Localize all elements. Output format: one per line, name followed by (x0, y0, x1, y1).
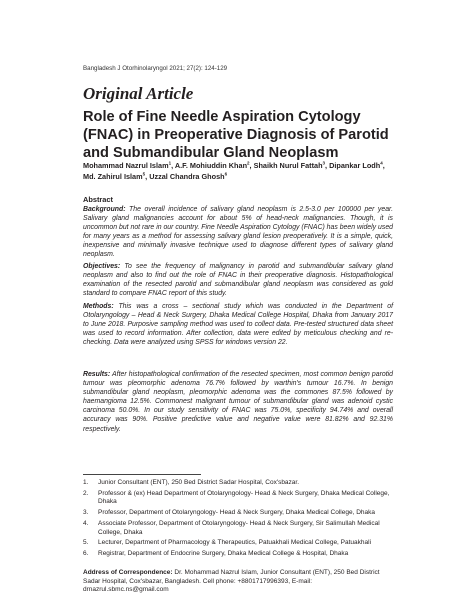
article-title: Role of Fine Needle Aspiration Cytology (FNAC) in Preoperative Diagnosis of Parotid and Submandibular Gland Neoplasm (83, 109, 389, 161)
abstract-background: Background: The overall incidence of salivary gland neoplasm is 2.5-3.0 per 100000 per year. Salivary gland malignancies account for about 5% of head-neck malignancies. Though, it is uncommon but not rare in our country. Fine Needle Aspiration Cytology (FNAC) has been widely used for many years as a method for assessing salivary gland lesion preoperatively. It is a simple, quick, inexpensive and minimally invasive technique used to diagnose different types of salivary gland neoplasm. (83, 206, 393, 259)
author[interactable]: Shaikh Nurul Fattah$^3$ (253, 160, 326, 170)
affiliation-item: 3. Professor, Department of Otolaryngology- Head & Neck Surgery, Dhaka Medical College, Dhaka (83, 509, 375, 517)
author-list: Mohammad Nazrul Islam$^1$, A.F. Mohiuddin Khan$^2$, Shaikh Nurul Fattah$^3$, Dipankar Lodh$^4$, Md. Zahirul Islam$^5$, Uzzal Chandra Ghosh$^6$ (83, 160, 385, 181)
author[interactable]: Md. Zahirul Islam$^5$ (83, 171, 146, 181)
affiliation-item: 4. Associate Professor, Department of Otolaryngology- Head & Neck Surgery, Sir Salimullah Medical College, Dhaka (83, 519, 380, 536)
author[interactable]: A.F. Mohiuddin Khan$^2$ (174, 160, 250, 170)
affiliation-item: 2. Professor & (ex) Head Department of Otolaryngology- Head & Neck Surgery, Dhaka Medical College, Dhaka (83, 489, 390, 506)
affiliation-item: 5. Lecturer, Department of Pharmacology & Therapeutics, Patuakhali Medical College, Patuakhali (83, 539, 372, 547)
author[interactable]: Uzzal Chandra Ghosh$^6$ (149, 171, 228, 181)
journal-reference: Bangladesh J Otorhinolaryngol 2021; 27(2): 124-129 (83, 65, 228, 72)
abstract-heading: Abstract (83, 195, 113, 204)
affiliation-item: 6. Registrar, Department of Endocrine Surgery, Dhaka Medical College & Hospital, Dhaka (83, 549, 349, 557)
footnote-divider (83, 474, 201, 475)
abstract-objectives: Objectives: To see the frequency of malignancy in parotid and submandibular salivary gland neoplasm and also to find out the role of FNAC in their preoperative diagnosis. Histopathological examination of the resected parotid and submandibular gland neoplasm was considered as gold standard to compare FNAC report of this study. (83, 263, 393, 298)
author[interactable]: Dipankar Lodh$^4$ (329, 160, 383, 170)
author[interactable]: Mohammad Nazrul Islam$^1$ (83, 160, 172, 170)
correspondence-address: Address of Correspondence: Dr. Mohammad Nazrul Islam, Junior Consultant (ENT), 250 Bed District Sadar Hospital, Cox'sbazar, Bangladesh. Cell phone: +8801717996393, E-mail: drnazrul.sbmc.ns@gmail.com (83, 569, 380, 594)
affiliation-item: 1. Junior Consultant (ENT), 250 Bed District Sadar Hospital, Cox'sbazar. (83, 479, 300, 486)
abstract-methods: Methods: This was a cross – sectional study which was conducted in the Department of Otolaryngology – Head & Neck Surgery, Dhaka Medical College Hospital, Dhaka from January 2017 to June 2018. Purposive sampling method was used to collect data. Pre-tested structured data sheet was used to record information. After collection, data were edited by meticulous checking and re-checking. Data were analyzed using SPSS for windows version 22. (83, 303, 393, 347)
abstract-results: Results: After histopathological confirmation of the resected specimen, most common benign parotid tumour was pleomorphic adenoma 76.7% followed by warthin's tumour 16.7%. In benign submandibular gland neoplasm, pleomorphic adenoma was the commones 87.5% followed by haemangioma 12.5%. Commonest malignant tumour of submandibular gland was adenoid cystic carcinoma 50.0%. In our study sensitivity of FNAC was 75.0%, specificity 94.74% and overall accuracy was 90%. Positive predictive value and negative value were 81.82% and 92.31% respectively. (83, 371, 393, 433)
section-label: Original Article (83, 84, 194, 103)
affiliation-list (83, 479, 393, 561)
